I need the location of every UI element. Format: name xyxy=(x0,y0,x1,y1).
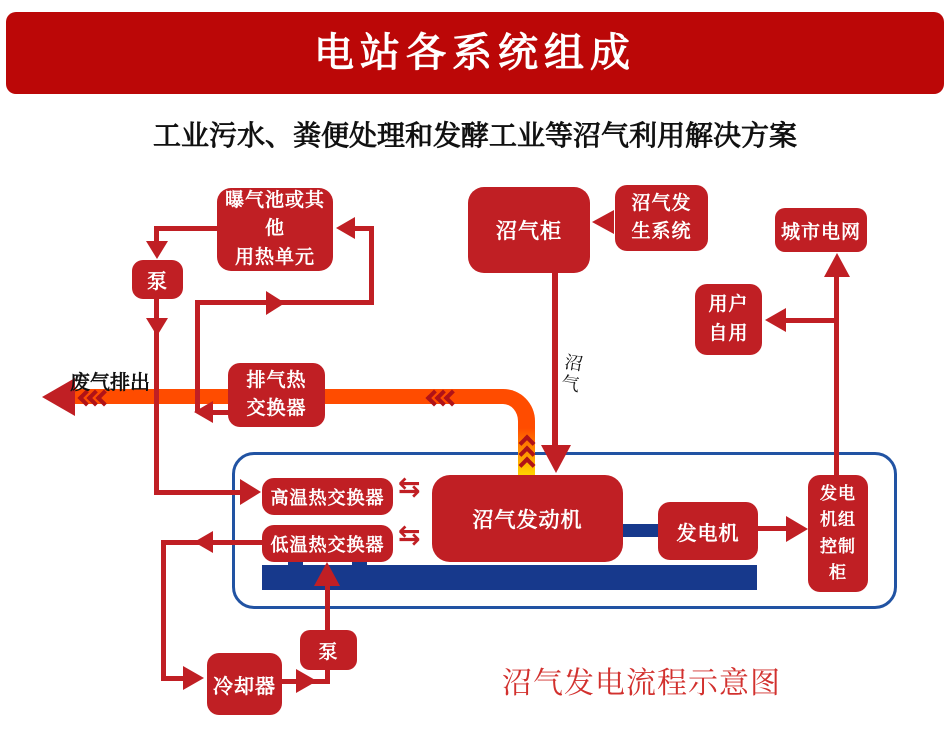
heat-exchange-arrows-icon: ⇆ xyxy=(398,520,421,551)
line-into-high-temp-hx xyxy=(154,490,242,495)
node-aeration-tank: 曝气池或其他 用热单元 xyxy=(217,188,333,271)
line-pump2-up xyxy=(325,585,330,630)
page-title: 电站各系统组成 xyxy=(314,31,636,75)
node-gas-holder: 沼气柜 xyxy=(468,187,590,273)
arrow-biogas-into-engine xyxy=(541,445,571,473)
node-genset-control-cabinet: 发电 机组 控制 柜 xyxy=(808,475,868,592)
arrow-into-low-hx xyxy=(314,562,340,586)
arrow-into-high-temp-hx xyxy=(240,479,261,505)
line-return-top xyxy=(353,226,374,231)
node-generator: 发电机 xyxy=(658,502,758,560)
node-cooler: 冷却器 xyxy=(207,653,282,715)
subtitle: 工业污水、粪便处理和发酵工业等沼气利用解决方案 xyxy=(152,120,797,151)
line-aeration-to-pump xyxy=(154,226,159,242)
line-generator-to-cabinet xyxy=(758,526,788,531)
node-exhaust-heat-exchanger: 排气热 交换器 xyxy=(228,363,325,427)
arrow-pump1-down xyxy=(146,318,168,336)
line-return-vertical xyxy=(195,300,200,412)
drive-shaft xyxy=(623,524,660,537)
arrow-cooler-to-pump2 xyxy=(296,669,317,693)
heat-exchange-arrows-icon: ⇆ xyxy=(398,472,421,503)
arrow-into-cabinet xyxy=(786,516,808,542)
line-selfuse-branch xyxy=(784,318,839,323)
waste-gas-label: 废气排出 xyxy=(70,372,150,394)
arrow-into-aeration xyxy=(336,217,355,239)
node-biogas-generation-system: 沼气发 生系统 xyxy=(615,185,708,251)
line-aeration-to-pump xyxy=(154,226,217,231)
biogas-label: 沼气 xyxy=(557,351,585,397)
arrow-low-hx-out xyxy=(194,531,213,553)
line-biogas xyxy=(552,273,558,448)
node-user-self-use: 用户 自用 xyxy=(695,284,762,355)
node-low-temp-heat-exchanger: 低温热交换器 xyxy=(262,525,393,562)
arrow-into-pump1 xyxy=(146,241,168,259)
header-banner xyxy=(6,12,944,94)
line-cooling-down xyxy=(161,540,166,679)
arrow-into-selfuse xyxy=(765,308,786,332)
line-cabinet-to-grid xyxy=(834,276,839,475)
node-biogas-engine: 沼气发动机 xyxy=(432,475,623,562)
line-pump2-elbow xyxy=(325,670,330,684)
node-high-temp-heat-exchanger: 高温热交换器 xyxy=(262,478,393,515)
node-pump-1: 泵 xyxy=(132,260,183,299)
arrow-return-right xyxy=(266,291,285,315)
node-pump-2: 泵 xyxy=(300,630,357,670)
line-return-up xyxy=(369,228,374,305)
arrow-gensys-to-gasholder xyxy=(592,210,614,234)
node-city-grid: 城市电网 xyxy=(775,208,867,252)
arrow-into-cooler xyxy=(183,666,204,690)
arrow-into-city-grid xyxy=(824,253,850,277)
diagram-caption: 沼气发电流程示意图 xyxy=(502,667,781,700)
